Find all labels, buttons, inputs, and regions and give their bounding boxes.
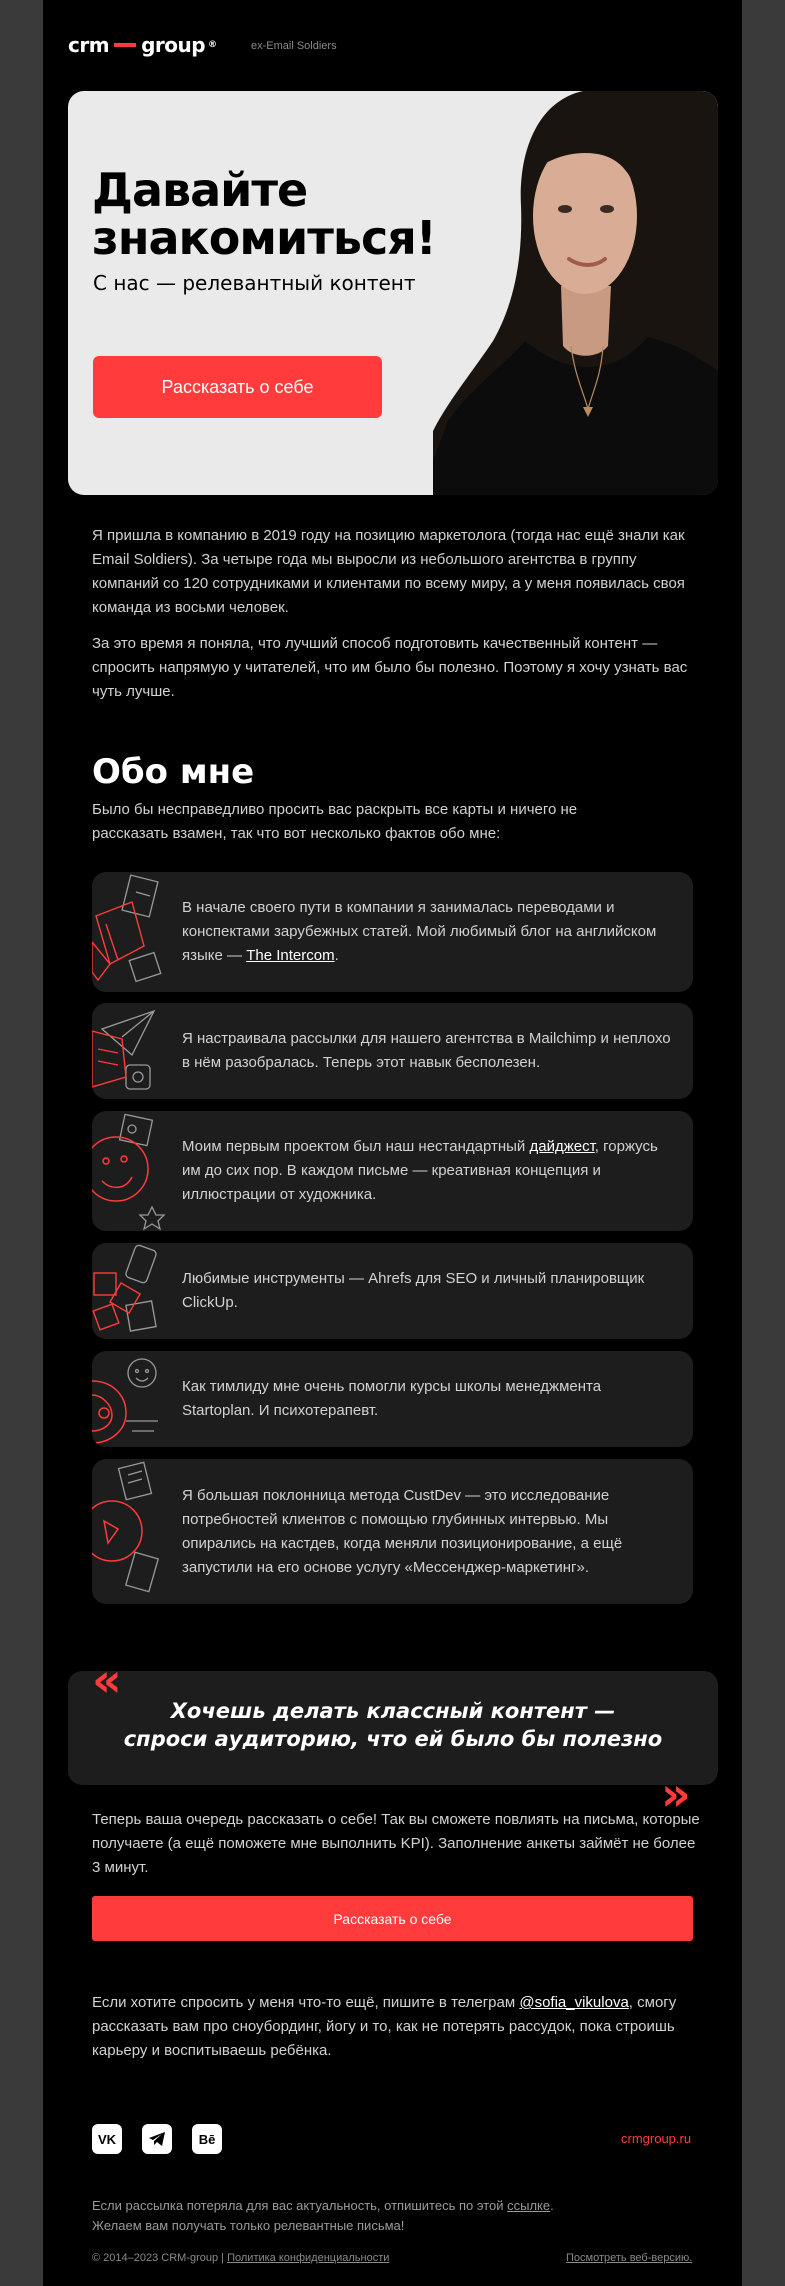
fact-card-5 xyxy=(92,1351,693,1447)
crm-group-logo[interactable] xyxy=(68,33,217,57)
fact-card-3 xyxy=(92,1111,693,1231)
logo-tagline: ex-Email Soldiers xyxy=(251,40,337,52)
email-body xyxy=(43,0,742,2286)
intro-paragraph-1: Я пришла в компанию в 2019 году на позицию маркетолога (тогда нас ещё знали как Email Soldiers). За четыре года мы выросли из небольшого агентства в группу компаний со 120 сотрудниками и клиентами по всему миру, а у меня появилась своя команда из восьми человек. xyxy=(92,527,685,616)
quote-block xyxy=(68,1671,718,1785)
privacy-policy-link[interactable]: Политика конфиденциальности xyxy=(227,2252,390,2264)
behance-icon[interactable]: Bē xyxy=(192,2124,222,2154)
intro-paragraph-2: За это время я поняла, что лучший способ подготовить качественный контент — спросить напрямую у читателей, что им было бы полезно. Поэтому я хочу узнать вас чуть лучше. xyxy=(92,635,688,700)
digest-link[interactable]: дайджест xyxy=(529,1138,595,1155)
fact-card-6 xyxy=(92,1459,693,1604)
fact-text-3: Моим первым проектом был наш нестандартный дайджест, горжусь им до сих пор. В каждом письме — креативная концепция и иллюстрации от художника. xyxy=(182,1138,658,1203)
fact-text-4: Любимые инструменты — Ahrefs для SEO и личный планировщик ClickUp. xyxy=(182,1270,645,1311)
fact-card-1 xyxy=(92,872,693,992)
fact-card-2 xyxy=(92,1003,693,1099)
copyright: © 2014–2023 CRM-group | Политика конфиденциальности xyxy=(92,2252,390,2264)
quote-line2: спроси аудиторию, что ей было бы полезно xyxy=(123,1727,663,1751)
interview-illustration-icon xyxy=(92,1459,172,1604)
unsubscribe-line: Если рассылка потеряла для вас актуальность, отпишитесь по этой ссылке. xyxy=(92,2198,554,2213)
vk-icon[interactable]: VK xyxy=(92,2124,122,2154)
quote-line1: Хочешь делать классный контент — xyxy=(170,1699,616,1723)
telegram-plane-glyph xyxy=(148,2131,166,2147)
about-subtitle: Было бы несправедливо просить вас раскрыть все карты и ничего не рассказать взамен, так что вот несколько фактов обо мне: xyxy=(92,801,578,842)
tools-illustration-icon xyxy=(92,1243,172,1339)
hero-subtitle: С нас — релевантный контент xyxy=(93,271,416,295)
footer-text xyxy=(92,2196,692,2236)
intercom-link[interactable]: The Intercom xyxy=(246,947,335,964)
quote-close-mark: » xyxy=(661,1767,691,1821)
unsubscribe-link[interactable]: ссылке xyxy=(507,2198,551,2213)
logo-text-group: group xyxy=(141,33,206,57)
smiley-illustration-icon xyxy=(92,1111,172,1231)
about-title: Обо мне xyxy=(92,752,255,792)
fact-text-1: В начале своего пути в компании я занималась переводами и конспектами зарубежных статей. Мой любимый блог на английском языке — The Intercom. xyxy=(182,899,657,964)
telegram-icon[interactable] xyxy=(142,2124,172,2154)
telegram-handle-link[interactable]: @sofia_vikulova xyxy=(519,1994,629,2011)
quote-text xyxy=(68,1697,718,1753)
site-link[interactable]: crmgroup.ru xyxy=(621,2131,692,2146)
fact-text-6: Я большая поклонница метода CustDev — это исследование потребностей клиентов с помощью глубинных интервью. Мы опирались на кастдев, когда меняли позиционирование, а ещё запустили на его основе услугу «Мессенджер-маркетинг». xyxy=(182,1486,623,1576)
quote-open-mark: « xyxy=(92,1653,122,1707)
author-photo xyxy=(433,91,718,495)
hero-banner xyxy=(68,91,718,495)
fact-card-4 xyxy=(92,1243,693,1339)
hero-title-line1: Давайте xyxy=(92,163,308,217)
logo-dash xyxy=(114,43,136,47)
hero-tell-about-yourself-button[interactable]: Рассказать о себе xyxy=(93,356,382,418)
registered-mark: ® xyxy=(208,40,217,50)
fact-text-2: Я настраивала рассылки для нашего агентства в Mailchimp и неплохо в нём разобралась. Теперь этот навык бесполезен. xyxy=(182,1030,671,1071)
footer-wish: Желаем вам получать только релевантные письма! xyxy=(92,2218,405,2233)
fact-text-5: Как тимлиду мне очень помогли курсы школы менеджмента Startoplan. И психотерапевт. xyxy=(182,1378,602,1419)
cta-text: Теперь ваша очередь рассказать о себе! Так вы сможете повлиять на письма, которые получаете (а ещё поможете мне выполнить KPI). Заполнение анкеты займёт не более 3 минут. xyxy=(92,1811,700,1876)
books-illustration-icon xyxy=(92,872,172,992)
logo-text-crm: crm xyxy=(68,33,110,57)
mentor-illustration-icon xyxy=(92,1351,172,1447)
web-version-link[interactable]: Посмотреть веб-версию. xyxy=(566,2252,693,2264)
hero-title-line2: знакомиться! xyxy=(92,211,436,265)
survey-button[interactable]: Рассказать о себе xyxy=(92,1896,693,1941)
paper-plane-illustration-icon xyxy=(92,1003,172,1099)
contact-text: Если хотите спросить у меня что-то ещё, пишите в телеграм @sofia_vikulova, смогу рассказать вам про сноубординг, йогу и то, как не потерять рассудок, пока строишь карьеру и воспитываешь ребёнка. xyxy=(92,1994,677,2059)
